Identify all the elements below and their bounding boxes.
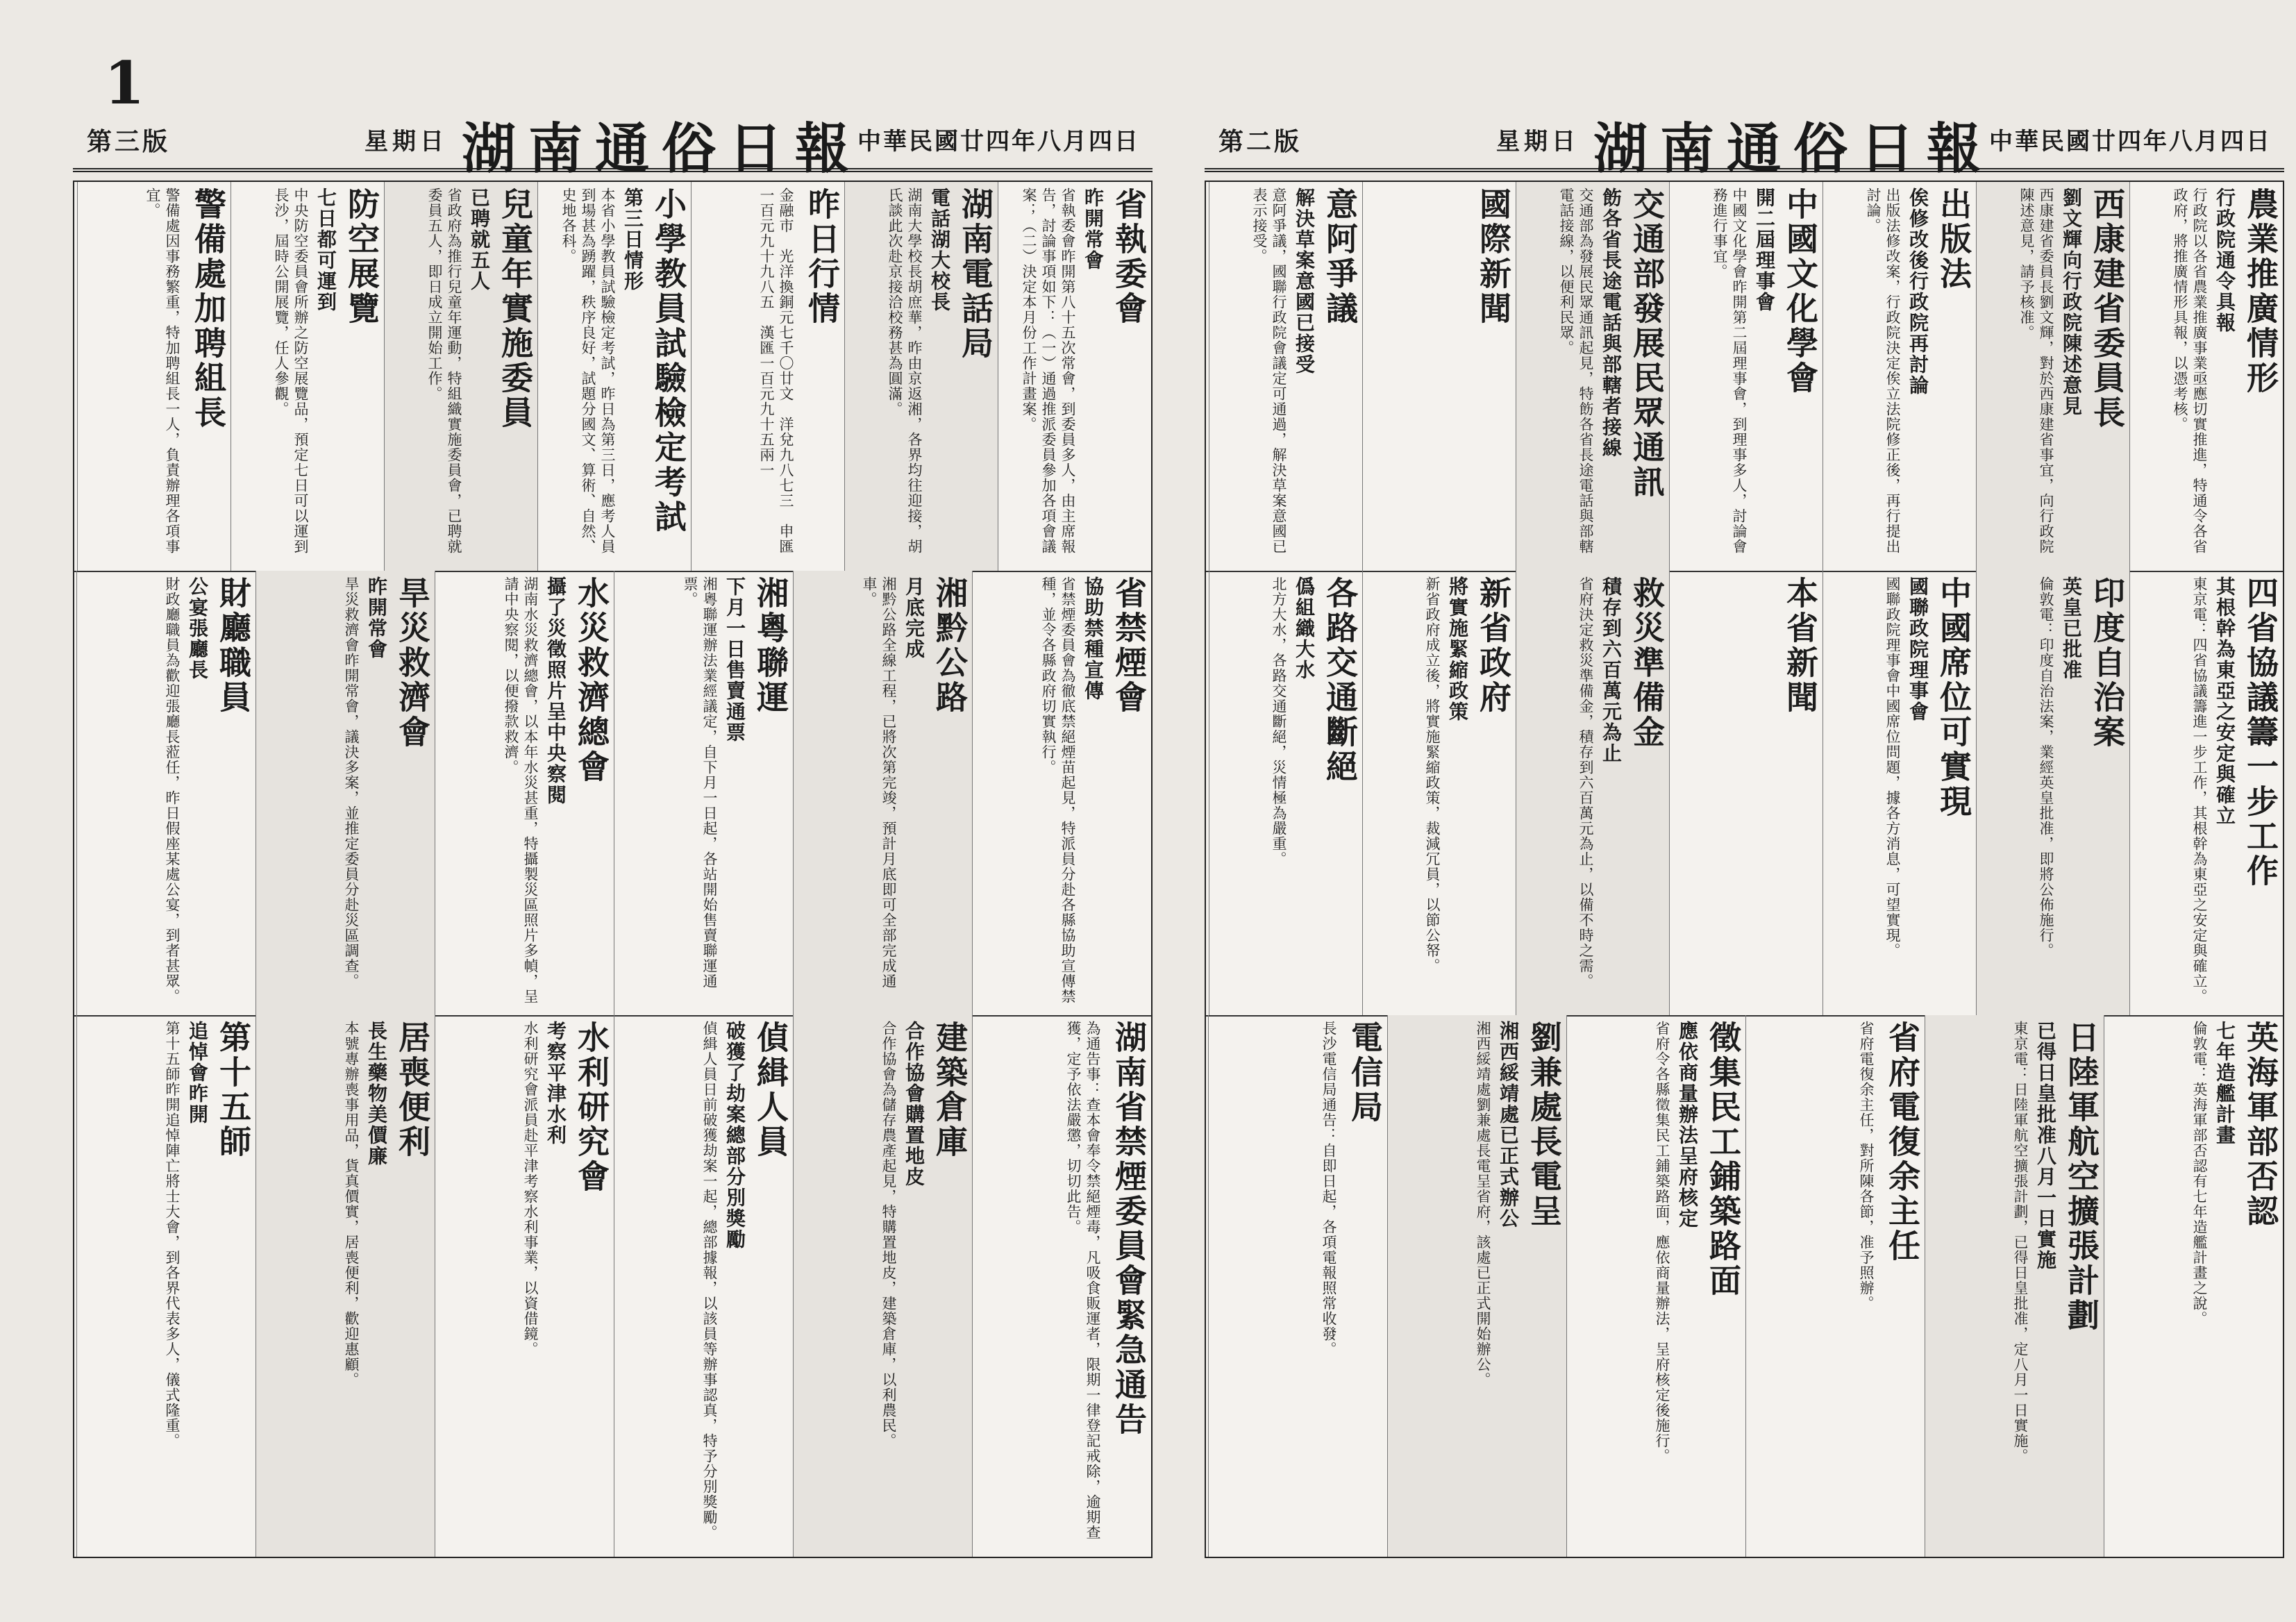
right-bottom-band [1206,1015,2283,1557]
weekday-label: 星期日 [1496,128,1579,156]
article-body: 新省政府成立後，將實施緊縮政策，裁減冗員，以節公帑。 [1424,576,1441,973]
article-body: 長沙電信局通告：自即日起，各項電報照常收發。 [1321,1021,1337,1357]
article-column [1209,182,1362,571]
article-subhead: 行政院通令具報 [2213,187,2236,333]
article-subhead: 昨開常會 [1082,187,1105,271]
article-subhead: 長生藥物美價廉 [365,1021,388,1167]
article-body: 中央防空委員會所辦之防空展覽品，預定七日可以運到長沙，屆時公開展覽，任人參觀。 [273,187,309,554]
article-body: 湖南水災救濟總會，以本年水災甚重，特攝製災區照片多幀，呈請中央察閱，以便撥款救濟。 [503,576,539,1004]
article-column [1745,1015,1925,1557]
right-masthead [1205,104,2284,181]
article-subhead: 僞組織大水 [1293,576,1316,680]
article-subhead: 攝了災徵照片呈中央察閱 [544,576,567,805]
article-body: 省禁煙委員會為徹底禁絕煙苗起見，特派員分赴各縣協助宣傳禁種，並令各縣政府切實執行。 [1040,576,1076,1004]
article-column [76,571,255,1015]
article-column [1566,1015,1745,1557]
article-column [255,571,435,1015]
article-subhead: 電話湖大校長 [928,187,951,312]
article-headline: 湘粵聯運 [752,576,789,715]
article-body: 湘西綏靖處劉兼處長電呈省府，該處已正式開始辦公。 [1475,1021,1491,1387]
article-headline: 第十五師 [215,1021,252,1160]
article-headline: 電信局 [1346,1021,1384,1125]
newspaper-title: 湖南通俗日報 [1593,118,1994,181]
article-column [844,182,998,571]
left-masthead [73,104,1153,181]
article-headline: 防空展覽 [343,187,380,326]
article-body: 行政院以各省農業推廣事業亟應切實推進，特通令各省政府，將推廣情形具報，以憑考核。 [2172,187,2208,554]
article-column [77,182,231,571]
article-subhead: 月底完成 [903,576,925,660]
article-subhead: 飭各省長途電話與部轄者接線 [1600,187,1623,458]
article-body: 倫敦電：英海軍部否認有七年造艦計畫之說。 [2191,1021,2208,1326]
article-column [1669,571,1822,1015]
article-column [972,1015,1151,1557]
article-column [255,1015,435,1557]
issue-date: 中華民國廿四年八月四日 [1989,128,2272,156]
article-subhead: 七年造艦計畫 [2213,1021,2236,1146]
article-headline: 農業推廣情形 [2242,187,2279,396]
article-body: 警備處因事務繁重，特加聘組長一人，負責辦理各項事宜。 [144,187,181,554]
article-column [1669,182,1822,571]
article-column [2129,182,2283,571]
article-subhead: 解決草案意國已接受 [1293,187,1316,375]
article-column [435,1015,614,1557]
article-body: 東京電：日陸軍航空擴張計劃，已得日皇批准，定八月一日實施。 [2012,1021,2029,1464]
article-column [691,182,844,571]
right-page-body [1205,181,2284,1558]
article-body: 省府令各縣徵集民工鋪築路面，應依商量辦法，呈府核定後施行。 [1654,1021,1670,1464]
article-body: 省府決定救災準備金，積存到六百萬元為止，以備不時之需。 [1577,576,1594,989]
article-body: 財政廳職員為歡迎張廳長蒞任，昨日假座某處公宴，到者甚眾。 [164,576,181,1004]
article-column [384,182,537,571]
article-headline: 警備處加聘組長 [190,187,227,430]
article-headline: 省執委會 [1110,187,1148,326]
article-subhead: 第三日情形 [621,187,644,292]
article-body: 水利研究會派員赴平津考察水利事業，以資借鏡。 [522,1021,539,1357]
article-column [1976,571,2129,1015]
article-headline: 昨日行情 [803,187,841,326]
article-headline: 居喪便利 [394,1021,431,1160]
article-subhead: 湘西綏靖處已正式辦公 [1497,1021,1520,1229]
article-subhead: 下月一日售賣通票 [723,576,746,743]
article-headline: 湖南電話局 [957,187,994,361]
article-headline: 小學教員試驗檢定考試 [650,187,687,535]
article-body: 湘粵聯運辦法業經議定，自下月一日起，各站開始售賣聯運通票。 [682,576,718,989]
article-subhead: 國聯政院理事會 [1907,576,1929,722]
article-headline: 水災救濟總會 [573,576,610,785]
article-column [1209,571,1362,1015]
article-headline: 國際新聞 [1475,187,1512,326]
article-body: 省府電復余主任，對所陳各節，准予照辦。 [1858,1021,1875,1311]
left-bottom-band [74,1015,1151,1557]
issue-date: 中華民國廿四年八月四日 [857,128,1140,156]
article-headline: 中國席位可實現 [1935,576,1972,819]
article-body: 北方大水，各路交通斷絕，災情極為嚴重。 [1271,576,1287,867]
article-subhead: 公宴張廳長 [186,576,209,680]
article-column [972,571,1151,1015]
article-column [1516,182,1669,571]
article-column [76,1015,255,1557]
article-column [231,182,384,571]
article-subhead: 將實施緊縮政策 [1446,576,1469,722]
article-headline: 劉兼處長電呈 [1525,1021,1563,1229]
article-body: 湖南大學校長胡庶華，昨由京返湘，各界均往迎接，胡氏談此次赴京接洽校務甚為圓滿。 [887,187,923,554]
article-subhead: 積存到六百萬元為止 [1600,576,1623,764]
article-headline: 交通部發展民眾通訊 [1628,187,1666,500]
article-subhead: 英皇已批准 [2060,576,2083,680]
edition-label: 第三版 [87,127,171,156]
article-headline: 建築倉庫 [931,1021,969,1160]
article-body: 省政府為推行兒童年運動，特組織實施委員會，已聘就委員五人，即日成立開始工作。 [426,187,462,554]
article-subhead: 已聘就五人 [468,187,491,292]
article-headline: 徵集民工鋪築路面 [1704,1021,1742,1298]
article-subhead: 昨開常會 [365,576,388,660]
article-subhead: 合作協會購置地皮 [903,1021,925,1187]
article-column [793,1015,972,1557]
article-column [1208,1015,1387,1557]
article-column [2104,1015,2283,1557]
article-column [1516,571,1669,1015]
article-column [793,571,972,1015]
article-column [1822,571,1976,1015]
article-headline: 兒童年實施委員 [496,187,534,430]
page-number: 1 [104,49,145,117]
left-middle-band [74,571,1151,1017]
article-headline: 新省政府 [1475,576,1512,715]
article-column [1822,182,1976,571]
article-column [1362,182,1516,571]
left-newspaper-page [73,104,1153,1562]
article-headline: 出版法 [1935,187,1972,292]
article-column [2129,571,2283,1015]
right-top-band [1206,182,2283,572]
article-subhead: 破獲了劫案總部分別獎勵 [723,1021,746,1250]
article-body: 倫敦電：印度自治法案，業經英皇批准，即將公佈施行。 [2038,576,2054,958]
article-column [1925,1015,2104,1557]
article-body: 省執委會昨開第八十五次常會，到委員多人，由主席報告，討論事項如下：（一）通過推派委員參加各項會議案；（二）決定本月份工作計畫案。 [1021,187,1076,554]
article-body: 中國文化學會昨開第二屆理事會，到理事多人，討論會務進行事宜。 [1711,187,1748,554]
article-subhead: 其根幹為東亞之安定與確立 [2213,576,2236,826]
article-body: 國聯政院理事會中國席位問題，據各方消息，可望實現。 [1884,576,1901,958]
article-subhead: 俟修改後行政院再討論 [1907,187,1929,396]
article-body: 西康建省委員長劉文輝，對於西康建省事宜，向行政院陳述意見，請予核准。 [2018,187,2054,554]
article-subhead: 考察平津水利 [544,1021,567,1146]
article-column [1362,571,1516,1015]
article-headline: 湖南省禁煙委員會緊急通告 [1110,1021,1148,1437]
article-column [537,182,691,571]
article-column [1976,182,2129,571]
article-body: 偵緝人員日前破獲劫案一起，總部據報，以該員等辦事認真，特予分別獎勵。 [701,1021,718,1540]
right-middle-band [1206,571,2283,1017]
article-column [614,571,793,1015]
article-headline: 財廳職員 [215,576,252,715]
article-headline: 英海軍部否認 [2242,1021,2279,1229]
article-headline: 旱災救濟會 [394,576,431,750]
article-subhead: 協助禁種宣傳 [1082,576,1105,701]
article-body: 出版法修改案，行政院決定俟立法院修正後，再行提出討論。 [1865,187,1901,554]
article-headline: 四省協議籌一步工作 [2242,576,2279,889]
article-subhead: 劉文輝向行政院陳述意見 [2060,187,2083,417]
article-subhead: 已得日皇批准八月一日實施 [2034,1021,2057,1271]
article-subhead: 追悼會昨開 [186,1021,209,1125]
article-body: 交通部為發展民眾通訊起見，特飭各省長途電話與部轄電話接線，以便利民眾。 [1558,187,1594,554]
article-headline: 湘黔公路 [931,576,969,715]
article-subhead: 七日都可運到 [315,187,337,312]
article-headline: 水利研究會 [573,1021,610,1194]
article-headline: 中國文化學會 [1782,187,1819,396]
article-body: 第十五師昨開追悼陣亡將士大會，到各界代表多人，儀式隆重。 [164,1021,181,1448]
article-headline: 各路交通斷絕 [1321,576,1359,785]
left-top-band [74,182,1151,572]
weekday-label: 星期日 [364,128,448,156]
article-body: 本省小學教員試驗檢定考試，昨日為第三日，應考人員到場甚為踴躍，秩序良好，試題分國文、算術、自然、史地各科。 [560,187,616,554]
article-headline: 意阿爭議 [1321,187,1359,326]
article-column [998,182,1151,571]
article-subhead: 開二屆理事會 [1753,187,1776,312]
article-headline: 偵緝人員 [752,1021,789,1160]
article-headline: 日陸軍航空擴張計劃 [2063,1021,2100,1333]
article-body: 旱災救濟會昨開常會，議決多案，並推定委員分赴災區調查。 [343,576,360,989]
newspaper-title: 湖南通俗日報 [462,118,862,181]
article-headline: 省府電復余主任 [1884,1021,1921,1264]
article-headline: 西康建省委員長 [2088,187,2126,430]
article-body: 本號專辦喪事用品，貨真價實，居喪便利，歡迎惠顧。 [343,1021,360,1387]
article-body: 金融市 光洋換銅元七千〇廿文 洋兌九八七三 申匯一百元九十九八五 漢匯一百元九十五兩一 [758,187,794,554]
article-body: 意阿爭議，國聯行政院會議定可通過，解決草案意國已表示接受。 [1251,187,1287,554]
article-column [1387,1015,1566,1557]
article-headline: 本省新聞 [1782,576,1819,715]
left-page-body [73,181,1153,1558]
article-column [614,1015,793,1557]
article-subhead: 應依商量辦法呈府核定 [1676,1021,1699,1229]
article-body: 合作協會為儲存農產起見，特購置地皮，建築倉庫，以利農民。 [880,1021,897,1448]
article-body: 為通告事：查本會奉令禁絕煙毒，凡吸食販運者，限期一律登記戒除，逾期查獲，定予依法嚴懲，切切此告。 [1065,1021,1101,1540]
edition-label: 第二版 [1218,127,1302,156]
article-headline: 救災準備金 [1628,576,1666,750]
article-headline: 印度自治案 [2088,576,2126,750]
article-column [435,571,614,1015]
article-body: 湘黔公路全線工程，已將次第完竣，預計月底即可全部完成通車。 [861,576,897,989]
article-headline: 省禁煙會 [1110,576,1148,715]
right-newspaper-page [1205,104,2284,1562]
article-body: 東京電：四省協議籌進一步工作，其根幹為東亞之安定與確立。 [2191,576,2208,1004]
